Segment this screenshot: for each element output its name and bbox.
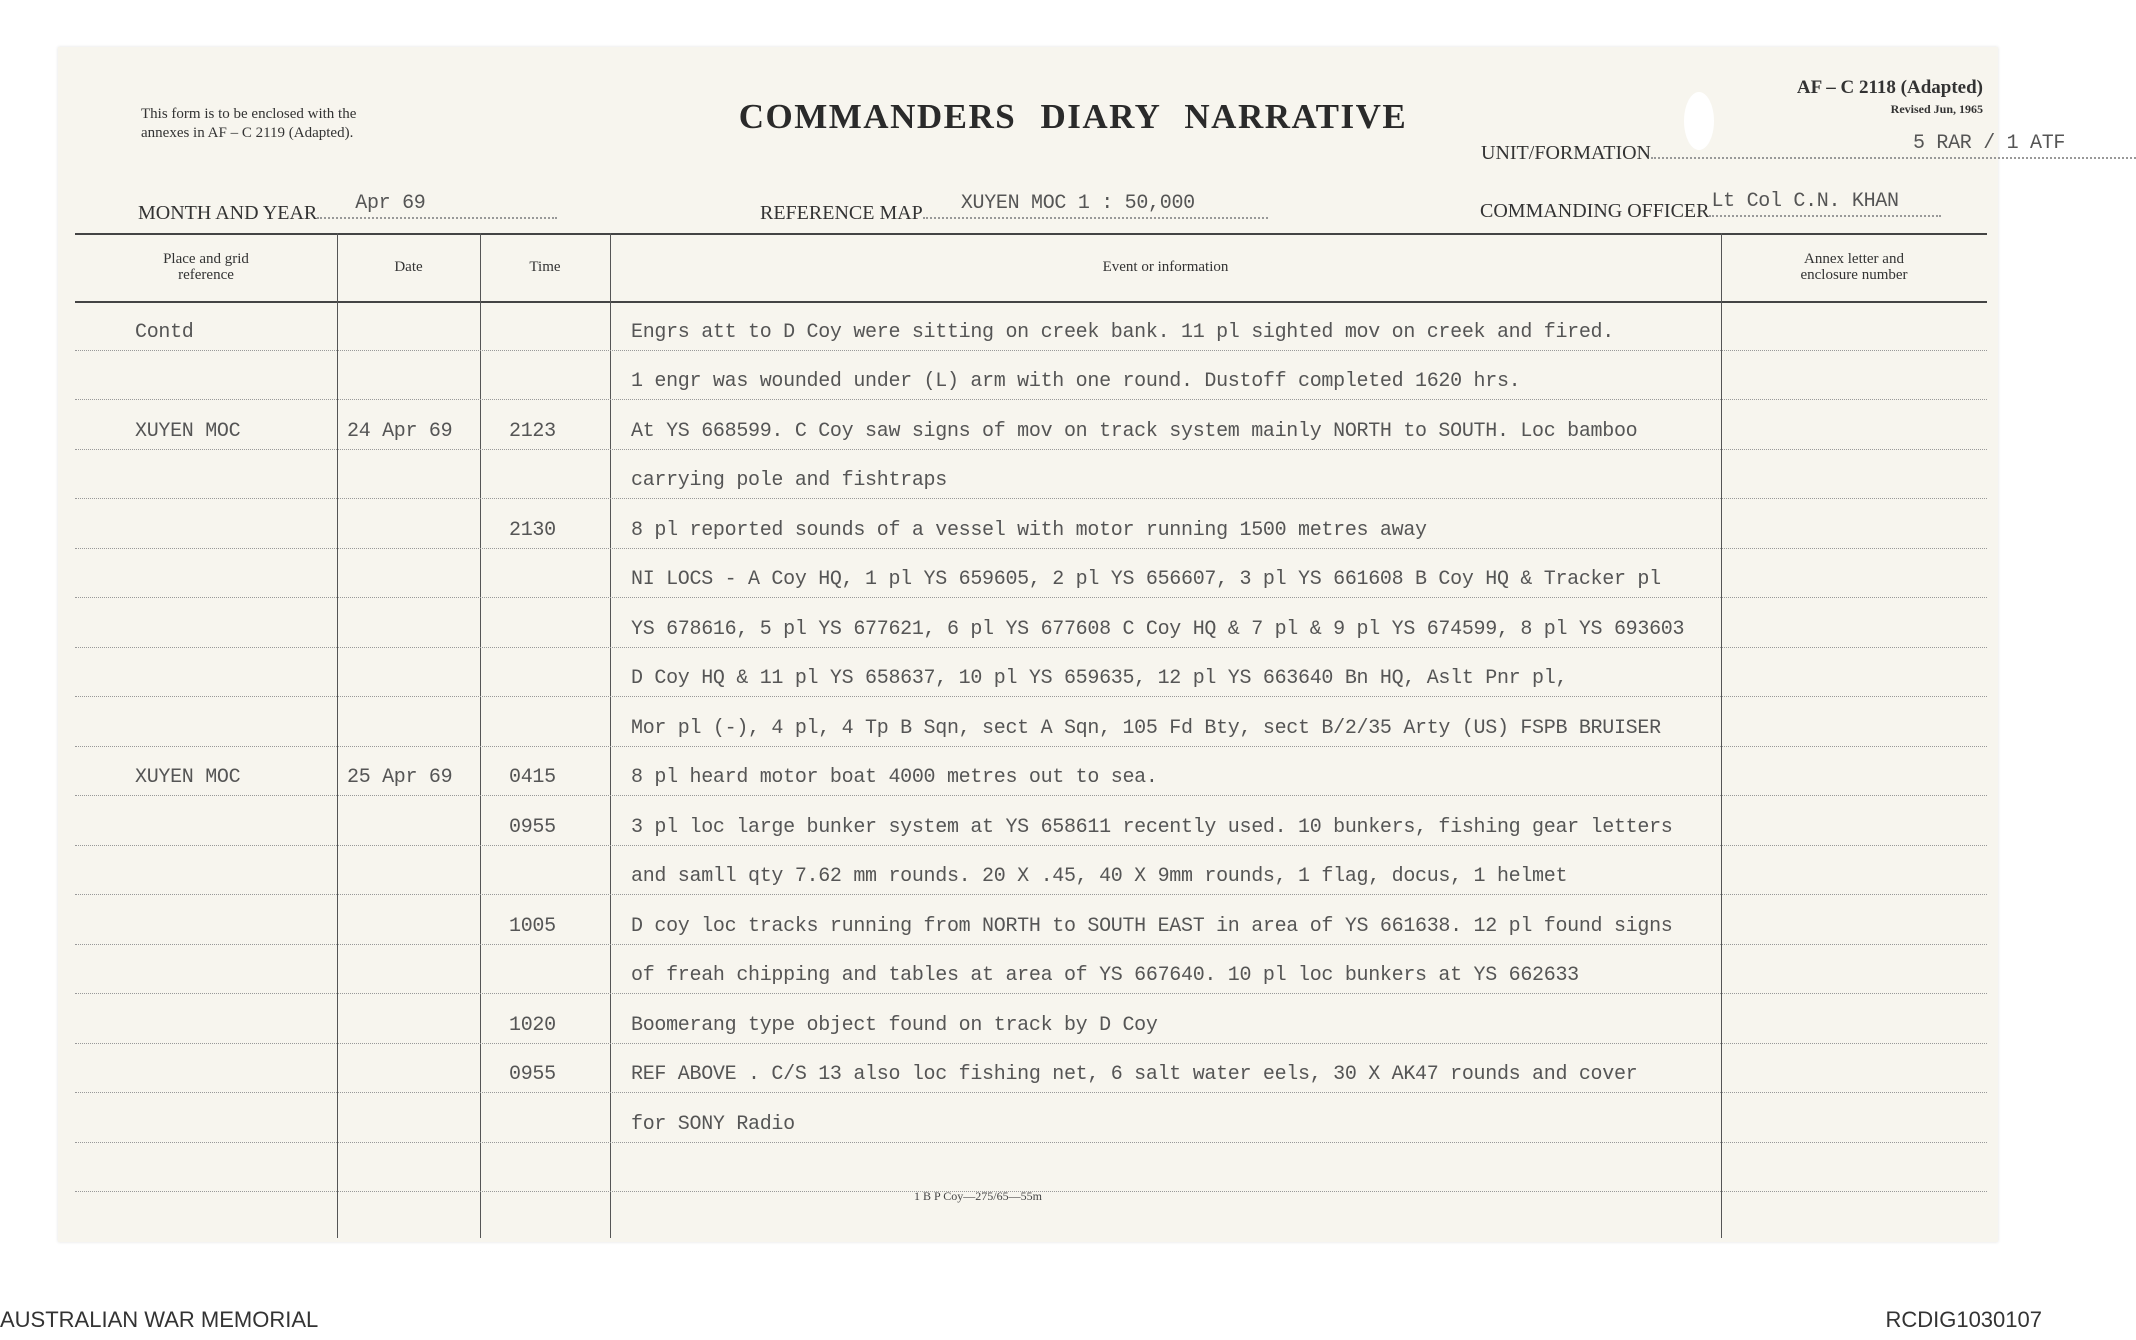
header-date: Date [394,259,423,275]
cell-time: 2130 [509,518,556,542]
table-row [75,1044,1987,1094]
cell-event: REF ABOVE . C/S 13 also loc fishing net, 6 salt water eels, 30 X AK47 rounds and cover [631,1063,1638,1086]
cell-event: NI LOCS - A Coy HQ, 1 pl YS 659605, 2 pl YS 656607, 3 pl YS 661608 B Coy HQ & Tracker pl [631,568,1661,591]
header-text: reference [178,267,234,283]
cell-time: 0415 [509,766,556,789]
month-year-field [138,192,557,225]
table-row [75,598,1987,648]
revised-date: Revised Jun, 1965 [1890,102,1983,116]
cell-event: 8 pl heard motor boat 4000 metres out to sea. [631,766,1158,789]
diary-table [75,233,1987,1238]
cell-time: 1005 [509,914,556,938]
table-row [75,1093,1987,1143]
header-place [75,233,337,301]
cell-event: 8 pl reported sounds of a vessel with motor running 1500 metres away [631,518,1427,542]
table-row [75,648,1987,698]
page-title: COMMANDERS DIARY NARRATIVE [738,97,1408,136]
field-label: MONTH AND YEAR [138,202,318,224]
field-value: Apr 69 [355,192,426,215]
table-row [75,549,1987,599]
field-value: 5 RAR / 1 ATF [1913,132,2066,155]
table-row [75,1143,1987,1193]
table-row [75,945,1987,995]
cell-event: carrying pole and fishtraps [631,469,947,492]
reference-map-field [760,192,1268,225]
field-label: REFERENCE MAP [760,202,923,224]
print-code: 1 B P Coy—275/65—55m [914,1189,1042,1203]
cell-event: D coy loc tracks running from NORTH to SOUTH EAST in area of YS 661638. 12 pl found signs [631,914,1673,938]
table-row [75,351,1987,401]
header-text: enclosure number [1800,267,1908,283]
cell-event: 3 pl loc large bunker system at YS 658611 recently used. 10 bunkers, fishing gear letters [631,815,1673,839]
dotted-line [317,192,557,219]
cell-date: 24 Apr 69 [347,419,453,443]
note-line: annexes in AF – C 2119 (Adapted). [141,125,354,141]
form-number: AF – C 2118 (Adapted) [1796,77,1983,98]
note-line: This form is to be enclosed with the [141,106,357,122]
dotted-line [1651,132,2136,159]
header-text: Annex letter and [1804,251,1904,267]
cell-event: 1 engr was wounded under (L) arm with one round. Dustoff completed 1620 hrs. [631,370,1521,393]
table-row [75,450,1987,500]
field-value: Lt Col C.N. KHAN [1711,190,1899,213]
cell-time: 2123 [509,419,556,443]
table-row [75,301,1987,351]
cell-time: 1020 [509,1013,556,1037]
cell-event: YS 678616, 5 pl YS 677621, 6 pl YS 677608 C Coy HQ & 7 pl & 9 pl YS 674599, 8 pl YS 693603 [631,617,1685,641]
table-row [75,895,1987,945]
table-row [75,846,1987,896]
header-time: Time [529,259,561,275]
cell-event: and samll qty 7.62 mm rounds. 20 X .45, 40 X 9mm rounds, 1 flag, docus, 1 helmet [631,865,1568,888]
dotted-line [923,192,1268,219]
table-row [75,697,1987,747]
table-row [75,400,1987,450]
cell-event: Engrs att to D Coy were sitting on creek bank. 11 pl sighted mov on creek and fired. [631,320,1614,344]
table-row [75,796,1987,846]
table-row [75,994,1987,1044]
header-annex [1721,233,1987,301]
cell-place: XUYEN MOC [135,419,241,443]
cell-time: 0955 [509,1063,556,1086]
field-label: UNIT/FORMATION [1481,142,1651,164]
header-text: Place and grid [163,251,249,267]
cell-event: Boomerang type object found on track by D Coy [631,1013,1158,1037]
cell-event: D Coy HQ & 11 pl YS 658637, 10 pl YS 659635, 12 pl YS 663640 Bn HQ, Aslt Pnr pl, [631,667,1568,690]
cell-time: 0955 [509,815,556,839]
header-event: Event or information [1102,259,1229,275]
unit-formation-field [1481,132,2136,165]
cell-event: Mor pl (-), 4 pl, 4 Tp B Sqn, sect A Sqn, 105 Fd Bty, sect B/2/35 Arty (US) FSPB BRUISER [631,716,1661,740]
field-label: COMMANDING OFFICER [1480,200,1710,222]
field-value: XUYEN MOC 1 : 50,000 [960,192,1195,215]
cell-date: 25 Apr 69 [347,766,453,789]
document-id: RCDIG1030107 [1885,1307,2042,1332]
diary-form-sheet [58,47,2066,1242]
dotted-line [1709,190,1941,217]
cell-place: Contd [135,320,194,344]
cell-event: of freah chipping and tables at area of YS 667640. 10 pl loc bunkers at YS 662633 [631,964,1579,987]
cell-event: At YS 668599. C Coy saw signs of mov on track system mainly NORTH to SOUTH. Loc bamboo [631,419,1638,443]
archive-credit: AUSTRALIAN WAR MEMORIAL [0,1307,319,1332]
cell-event: for SONY Radio [631,1112,795,1136]
table-row [75,499,1987,549]
cell-place: XUYEN MOC [135,766,241,789]
table-row [75,747,1987,797]
commanding-officer-field [1480,190,1941,223]
